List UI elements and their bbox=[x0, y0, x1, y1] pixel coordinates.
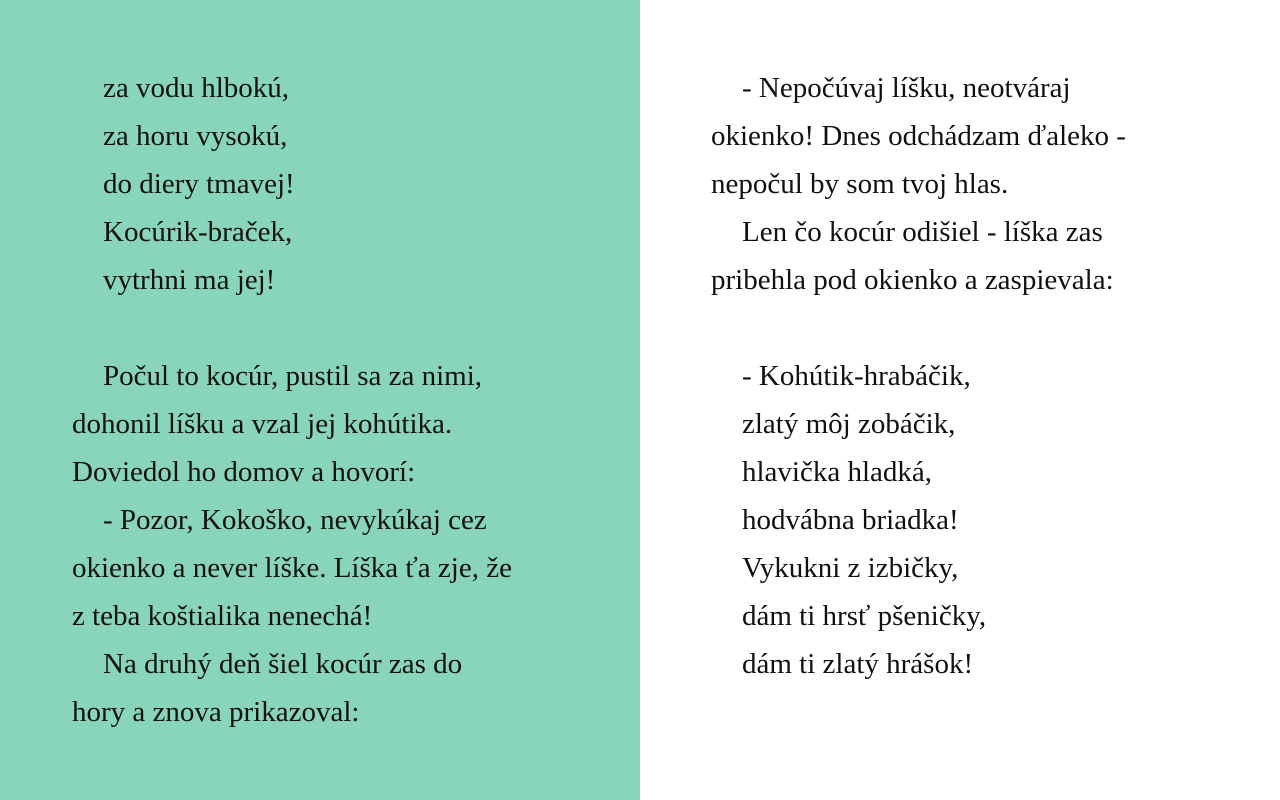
text-line: hodvábna briadka! bbox=[742, 504, 959, 536]
text-line: - Kohútik-hrabáčik, bbox=[742, 360, 971, 392]
stanza-gap bbox=[711, 304, 1240, 352]
text-line: Vykukni z izbičky, bbox=[742, 552, 959, 584]
text-line: za horu vysokú, bbox=[103, 120, 288, 152]
text-line: Doviedol ho domov a hovorí: bbox=[72, 456, 416, 488]
text-line: za vodu hlbokú, bbox=[103, 72, 290, 104]
text-line: okienko a never líške. Líška ťa zje, že bbox=[72, 552, 512, 584]
text-line: z teba koštialika nenechá! bbox=[72, 600, 373, 632]
text-line: dohonil líšku a vzal jej kohútika. bbox=[72, 408, 453, 440]
text-line: okienko! Dnes odchádzam ďaleko - bbox=[711, 120, 1126, 152]
stanza-gap bbox=[72, 304, 600, 352]
text-line: hory a znova prikazoval: bbox=[72, 696, 360, 728]
text-line: - Nepočúvaj líšku, neotváraj bbox=[742, 72, 1071, 104]
text-line: pribehla pod okienko a zaspievala: bbox=[711, 264, 1114, 296]
text-line: dám ti zlatý hrášok! bbox=[742, 648, 974, 680]
text-line: Len čo kocúr odišiel - líška zas bbox=[742, 216, 1103, 248]
text-line: hlavička hladká, bbox=[742, 456, 933, 488]
text-line: nepočul by som tvoj hlas. bbox=[711, 168, 1009, 200]
right-page bbox=[640, 0, 1280, 800]
text-line: Na druhý deň šiel kocúr zas do bbox=[103, 648, 463, 680]
text-line: vytrhni ma jej! bbox=[103, 264, 276, 296]
text-line: Kocúrik-braček, bbox=[103, 216, 293, 248]
text-line: dám ti hrsť pšeničky, bbox=[742, 600, 987, 632]
text-line: Počul to kocúr, pustil sa za nimi, bbox=[103, 360, 483, 392]
text-line: do diery tmavej! bbox=[103, 168, 295, 200]
text-line: zlatý môj zobáčik, bbox=[742, 408, 956, 440]
text-line: - Pozor, Kokoško, nevykúkaj cez bbox=[103, 504, 487, 536]
